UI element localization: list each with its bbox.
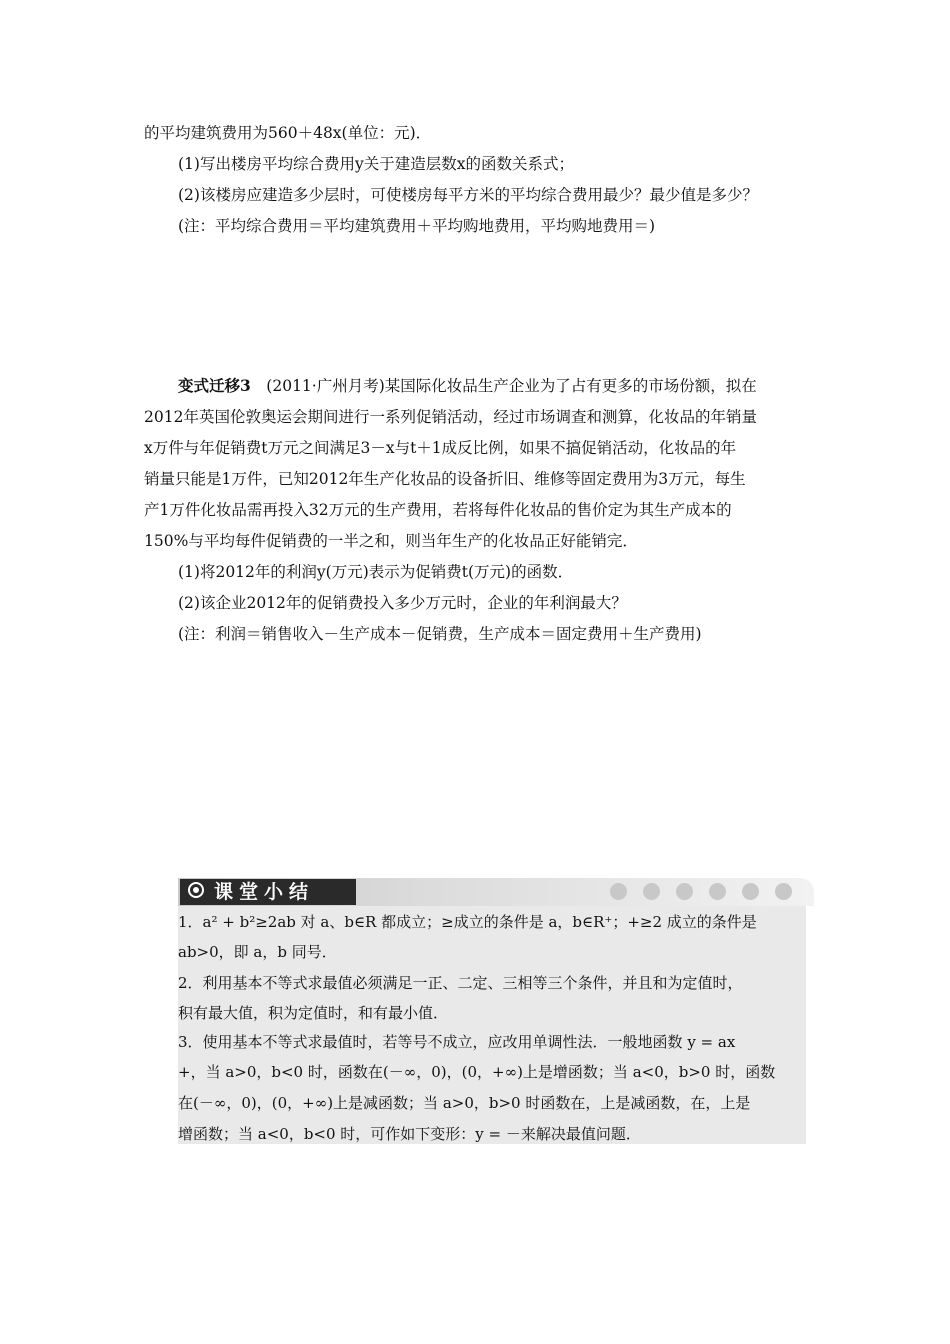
- decor-dot: [643, 883, 660, 900]
- summary-line: 3．使用基本不等式求最值时，若等号不成立，应改用单调性法．一般地函数 y = ax: [178, 1033, 736, 1051]
- variant-3-line-5: 产1万件化妆品需再投入32万元的生产费用，若将每件化妆品的售价定为其生产成本的: [144, 501, 732, 519]
- problem-question-2: (2)该楼房应建造多少层时，可使楼房每平方米的平均综合费用最少？最少值是多少？: [178, 186, 758, 204]
- variant-3-line-1-text: (2011·广州月考)某国际化妆品生产企业为了占有更多的市场份额，拟在: [250, 377, 757, 395]
- decor-dot: [709, 883, 726, 900]
- summary-line: 积有最大值，积为定值时，和有最小值．: [178, 1004, 449, 1022]
- problem-question-1: (1)写出楼房平均综合费用y关于建造层数x的函数关系式；: [178, 155, 574, 173]
- target-icon: [188, 882, 204, 898]
- decor-dot: [676, 883, 693, 900]
- variant-3-question-1: (1)将2012年的利润y(万元)表示为促销费t(万元)的函数．: [178, 563, 574, 581]
- variant-3-question-2: (2)该企业2012年的促销费投入多少万元时，企业的年利润最大？: [178, 594, 627, 612]
- summary-line: 2．利用基本不等式求最值必须满足一正、二定、三相等三个条件，并且和为定值时，: [178, 974, 743, 992]
- summary-line: +，当 a>0，b<0 时，函数在(－∞，0)，(0，+∞)上是增函数；当 a<0，b>0 时，函数: [178, 1063, 776, 1081]
- summary-line: 在(－∞，0)，(0，+∞)上是减函数；当 a>0，b>0 时函数在，上是减函数，在，上是: [178, 1094, 751, 1112]
- variant-3-label: 变式迁移3: [178, 376, 251, 395]
- summary-line: 1．a² + b²≥2ab 对 a、b∈R 都成立；≥成立的条件是 a，b∈R⁺；+≥2 成立的条件是: [178, 913, 757, 931]
- variant-3-line-3: x万件与年促销费t万元之间满足3－x与t＋1成反比例，如果不搞促销活动，化妆品的年: [144, 439, 737, 457]
- problem-continuation-line: 的平均建筑费用为560＋48x(单位：元)．: [144, 124, 432, 142]
- summary-title: 课堂小结: [214, 881, 315, 903]
- variant-3-note: (注：利润＝销售收入－生产成本－促销费，生产成本＝固定费用＋生产费用): [178, 625, 702, 643]
- decor-dot: [742, 883, 759, 900]
- problem-note: (注：平均综合费用＝平均建筑费用＋平均购地费用，平均购地费用＝): [178, 217, 656, 235]
- variant-3-line-1: [178, 375, 757, 397]
- summary-line: 增函数；当 a<0，b<0 时，可作如下变形：y = －来解决最值问题．: [178, 1125, 641, 1143]
- variant-3-line-6: 150%与平均每件促销费的一半之和，则当年生产的化妆品正好能销完．: [144, 532, 638, 550]
- variant-3-line-4: 销量只能是1万件，已知2012年生产化妆品的设备折旧、维修等固定费用为3万元，每生: [144, 470, 746, 488]
- decor-dot: [610, 883, 627, 900]
- summary-line: ab>0，即 a，b 同号．: [178, 943, 337, 961]
- variant-3-line-2: 2012年英国伦敦奥运会期间进行一系列促销活动，经过市场调查和测算，化妆品的年销量: [144, 408, 757, 426]
- decor-dot: [775, 883, 792, 900]
